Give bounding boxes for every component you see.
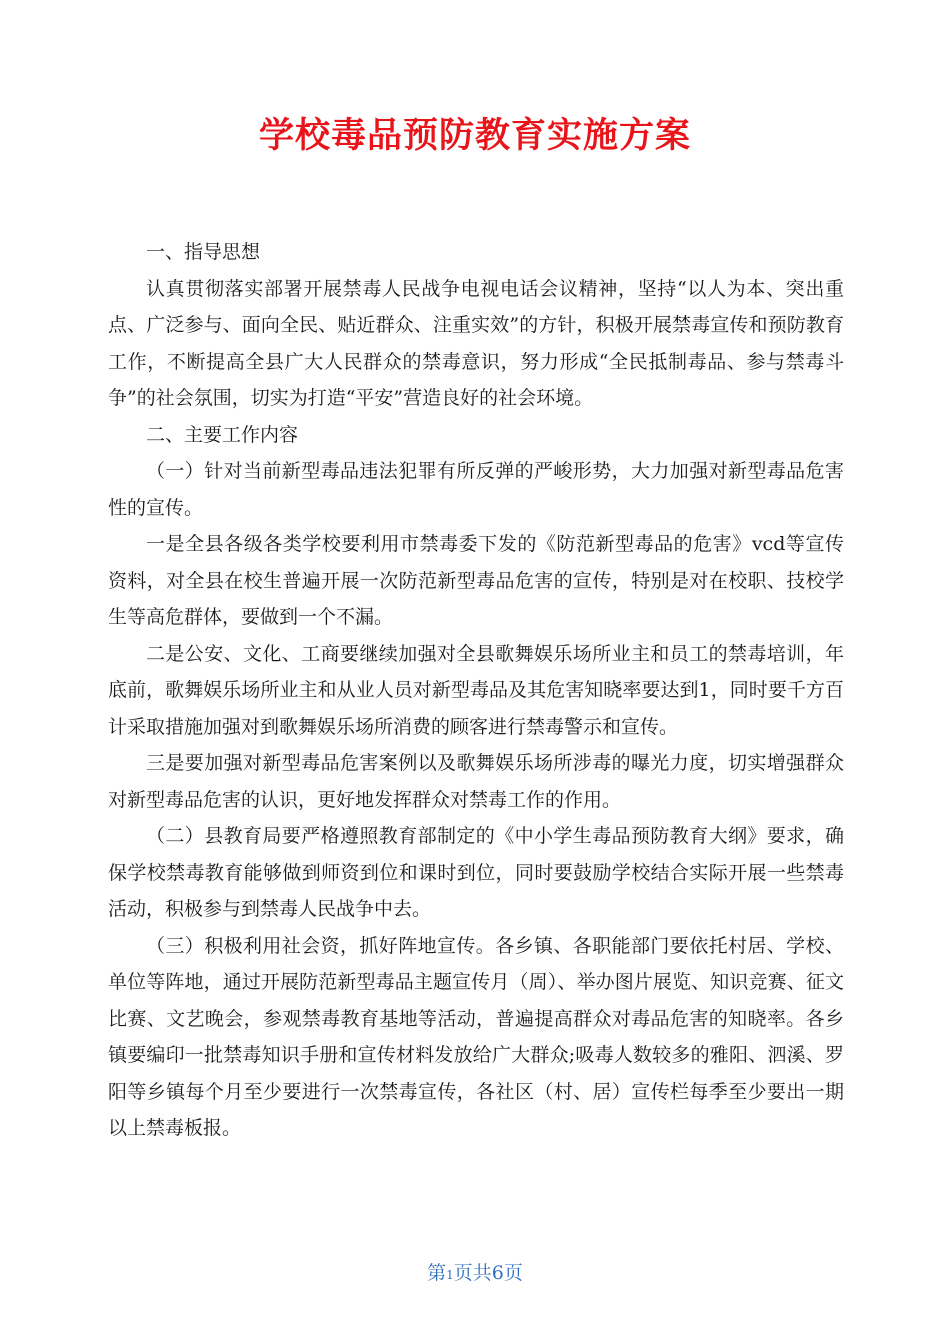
- paragraph-item-1: （一）针对当前新型毒品违法犯罪有所反弹的严峻形势，大力加强对新型毒品危害性的宣传。: [108, 460, 844, 519]
- footer-total-pages: 6: [491, 1262, 504, 1284]
- paragraph-guiding-ideology: 认真贯彻落实部署开展禁毒人民战争电视电话会议精神，坚持“以人为本、突出重点、广泛参与、面向全民、贴近群众、注重实效”的方针，积极开展禁毒宣传和预防教育工作，不断提高全县广大人民群众的禁毒意识，努力形成“全民抵制毒品、参与禁毒斗争”的社会氛围，切实为打造“平安”营造良好的社会环境。: [108, 277, 844, 409]
- document-title: 学校毒品预防教育实施方案: [258, 116, 691, 156]
- paragraph-item-2: （二）县教育局要严格遵照教育部制定的《中小学生毒品预防教育大纲》要求，确保学校禁毒教育能够做到师资到位和课时到位，同时要鼓励学校结合实际开展一些禁毒活动，积极参与到禁毒人民战争中去。: [108, 825, 844, 920]
- document-body: [108, 234, 844, 1147]
- section-heading-main-work: 二、主要工作内容: [146, 423, 299, 446]
- paragraph-item-1-point-3: 三是要加强对新型毒品危害案例以及歌舞娱乐场所涉毒的曝光力度，切实增强群众对新型毒品危害的认识，更好地发挥群众对禁毒工作的作用。: [108, 752, 844, 811]
- paragraph-item-3: （三）积极利用社会资，抓好阵地宣传。各乡镇、各职能部门要依托村居、学校、单位等阵地，通过开展防范新型毒品主题宣传月（周）、举办图片展览、知识竞赛、征文比赛、文艺晚会，参观禁毒教育基地等活动，普遍提高群众对毒品危害的知晓率。各乡镇要编印一批禁毒知识手册和宣传材料发放给广大群众;吸毒人数较多的雅阳、泗溪、罗阳等乡镇每个月至少要进行一次禁毒宣传，各社区（村、居）宣传栏每季至少要出一期以上禁毒板报。: [108, 934, 844, 1139]
- section-heading-guiding-ideology: 一、指导思想: [146, 241, 261, 263]
- page-footer: [0, 1258, 950, 1285]
- footer-suffix: 页: [503, 1262, 523, 1284]
- footer-current-page: 1: [446, 1268, 454, 1282]
- paragraph-item-1-point-1: 一是全县各级各类学校要利用市禁毒委下发的《防范新型毒品的危害》vcd等宣传资料，对全县在校生普遍开展一次防范新型毒品危害的宣传，特别是对在校职、技校学生等高危群体，要做到一个不漏。: [108, 533, 844, 628]
- footer-middle: 页共: [453, 1262, 492, 1284]
- paragraph-item-1-point-2: 二是公安、文化、工商要继续加强对全县歌舞娱乐场所业主和员工的禁毒培训，年底前，歌舞娱乐场所业主和从业人员对新型毒品及其危害知晓率要达到1，同时要千方百计采取措施加强对到歌舞娱乐场所消费的顾客进行禁毒警示和宣传。: [108, 642, 844, 738]
- footer-prefix: 第: [427, 1262, 447, 1284]
